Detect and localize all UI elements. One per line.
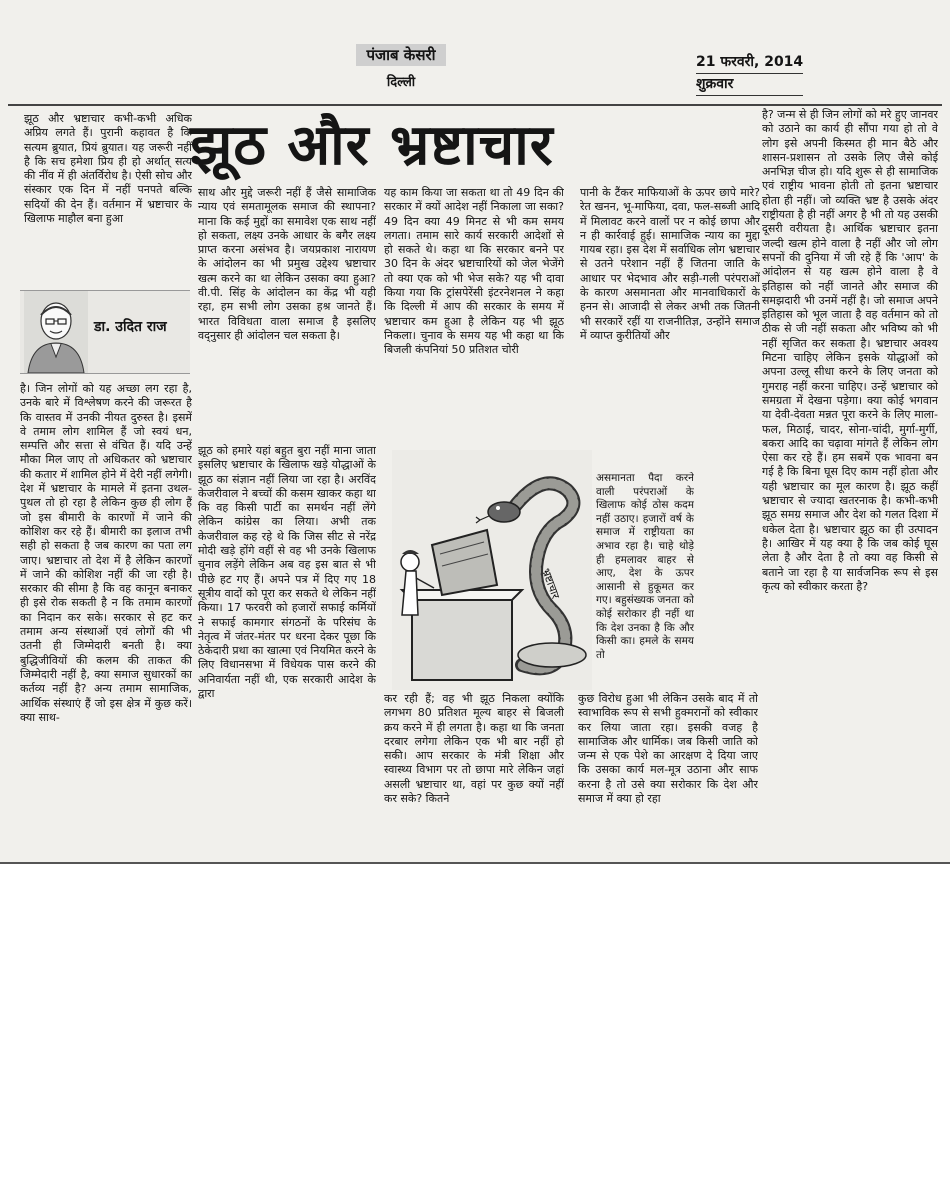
cartoon-illustration (392, 450, 592, 690)
header-rule (8, 104, 942, 106)
author-byline (20, 290, 190, 374)
article-headline: झूठ और भ्रष्टाचार (190, 113, 554, 178)
column-4-middle: असमानता पैदा करने वाली परंपराओं के खिलाफ कोई ठोस कदम नहीं उठाए। हजारों वर्ष के समाज में राष्ट्रीयता का अभाव रहा है। चाहे थोड़े ही हमलावर बाहर से आए, देश के ऊपर आसानी से हुकूमत कर गए। बहुसंख्यक जनता को कोई सरोकार ही नहीं था कि देश उनका है कि और किसी का। हमले के समय तो (596, 472, 694, 661)
column-2-bottom: झूठ को हमारे यहां बहुत बुरा नहीं माना जाता इसलिए भ्रष्टाचार के खिलाफ खड़े योद्धाओं के झूठ का संज्ञान नहीं लिया जा रहा है। अरविंद केजरीवाल ने बच्चों की कसम खाकर कहा था कि वह किसी पार्टी का समर्थन नहीं लेंगे लेकिन कांग्रेस का लिया। अभी तक केजरीवाल कह रहे थे कि जिस सीट से नरेंद्र मोदी खड़े होंगे वहीं से वह भी उनके खिलाफ चुनाव लड़ेंगे लेकिन अब वह इस बात से भी पीछे हट गए हैं। अपने पत्र में दिए गए 18 सूत्रीय वादों को पूरा कर सकते थे लेकिन नहीं किया। 17 फरवरी को हजारों सफाई कर्मियों ने सफाई कामगार संगठनों के परिसंघ के नेतृत्व में जंतर-मंतर पर धरना देकर पूछा कि ठेकेदारी प्रथा का खात्मा एवं नियमित करने के लिए विधानसभा में विधेयक पास करने की अनिवार्यता नहीं थी, एक सरकारी आदेश के द्वारा (198, 444, 376, 701)
column-4-bottom: कुछ विरोध हुआ भी लेकिन उसके बाद में तो स्वाभाविक रूप से सभी हुक्मरानों को स्वीकार कर लिया जाता रहा। इसकी वजह है सामाजिक और धार्मिक। जब किसी जाति को जन्म से एक पेशे का आरक्षण दे दिया जाए कि उसका कार्य मल-मूत्र उठाना और साफ करना है तो उसे क्या सरोकार कि देश और समाज में क्या हो रहा (578, 692, 758, 806)
column-3-bottom: कर रही हैं; वह भी झूठ निकला क्योंकि लगभग 80 प्रतिशत मूल्य बाहर से बिजली क्रय करने में ही लगता है। कहा था कि जनता दरबार लगेगा लेकिन एक भी बार नहीं हो सकी। आप सरकार के मंत्री शिक्षा और स्वास्थ्य विभाग पर तो छापा मारे लेकिन जहां असली भ्रष्टाचार था, वहां पर कुछ क्यों नहीं कर सके? कितने (384, 692, 564, 806)
author-photo-icon (24, 291, 88, 373)
column-1-bottom: है। जिन लोगों को यह अच्छा लग रहा है, उनके बारे में विश्लेषण करने की जरूरत है कि वास्तव में उनकी नीयत दुरुस्त है। इसमें वे तमाम लोग शामिल हैं जो स्वयं धन, सम्पत्ति और सत्ता से वंचित हैं। यदि उन्हें मौका मिल जाए तो अधिकतर को भ्रष्टाचार की कतार में शामिल होने में देरी नहीं लगेगी। देश में भ्रष्टाचार के मामले में इतना उथल-पुथल तो हो रहा है लेकिन कुछ ही लोग हैं जो इस बीमारी के कारणों में जाने की कोशिश कर रहे हैं। बीमारी का इलाज तभी सही हो सकता है जब कारण का पता लग जाए। भ्रष्टाचार तो देश में है लेकिन कारणों में जाने की कोशिश नहीं की जा रही है। सरकार की सीमा है कि वह कानून बनाकर ही इसे रोक सकती है न कि तमाम कारणों का निदान कर सके। सरकार से हट कर तमाम अन्य संस्थाओं एवं लोगों की भी उतनी ही जिम्मेदारी बनती है। क्या बुद्धिजीवियों की कलम की ताकत की जिम्मेदारी नहीं है, क्या समाज सुधारकों का कर्तव्य नहीं है? अन्य तमाम सामाजिक, आर्थिक संस्थाएं हैं जो इस क्षेत्र में कुछ करें। क्या साथ- (20, 382, 192, 724)
cartoon-snake-label: भ्रष्टाचार (539, 566, 563, 601)
column-2-top: साथ और मुद्दे जरूरी नहीं हैं जैसे सामाजिक न्याय एवं समतामूलक समाज की स्थापना? माना कि कई मुद्दों का समावेश एक साथ नहीं हो सकता, लक्ष्य उनके आधार के बगैर लक्ष्य प्राप्त करना असंभव है। जयप्रकाश नारायण के आंदोलन का भी प्रमुख उद्देश्य भ्रष्टाचार खत्म करने का था लेकिन उसका क्या हुआ? वी.पी. सिंह के आंदोलन का केंद्र भी यही रहा, हम सभी लोग उसका हश्र जानते हैं। भारत विविधता वाला समाज है इसलिए वद्नुसार ही आंदोलन चल सकता है। (198, 186, 376, 342)
author-name: डा. उदित राज (94, 319, 167, 335)
masthead (356, 44, 446, 90)
column-3-top: यह काम किया जा सकता था तो 49 दिन की सरकार में क्यों आदेश नहीं निकाला जा सका? 49 दिन क्या 49 मिनट से भी कम समय लगता। तमाम सारे कार्य सरकारी आदेशों से हो सकते थे। कहा था कि सरकार बनने पर 30 दिन के अंदर भ्रष्टाचारियों को जेल भेजेंगे तो क्या एक को भी भेज सके? यह भी दावा किया गया कि ट्रांसपेरेंसी इंटरनेशनल ने कहा कि दिल्ली में आप की सरकार के समय में भ्रष्टाचार कम हुआ है लेकिन यह भी झूठ निकला। चुनाव के समय यह भी कहा था कि बिजली कंपनियां 50 प्रतिशत चोरी (384, 186, 564, 357)
dateline (696, 52, 803, 96)
publication-date: 21 फरवरी, 2014 (696, 52, 803, 74)
column-1-top: झूठ और भ्रष्टाचार कभी-कभी अधिक अप्रिय लगते हैं। पुरानी कहावत है कि सत्यम ब्रुयात, प्रियं ब्रुयात। यह जरूरी नहीं है कि सच हमेशा प्रिय ही हो अर्थात् सत्य की नींव में ही अंतर्विरोध है। ऐसी सोच और संस्कार एक दिन में नहीं पनपते बल्कि सदियों की देन हैं। वर्तमान में भ्रष्टाचार के खिलाफ माहौल बना हुआ (24, 112, 192, 226)
edition-city: दिल्ली (386, 75, 416, 90)
column-5: है? जन्म से ही जिन लोगों को मरे हुए जानवर को उठाने का कार्य ही सौंपा गया हो तो वे लोग इसे अपनी किस्मत ही मान बैठे और शासन-प्रशासन तो उसके लिए जैसे कोई अनभिज्ञ चीज हो। यदि शुरू से ही सामाजिक एवं राष्ट्रीय भावना होती तो इतना भ्रष्टाचार होता ही नहीं। जो व्यक्ति भ्रष्ट है उसके अंदर राष्ट्रीयता है ही नहीं अगर है भी तो यह उसकी दूसरी वरीयता है। आर्थिक भ्रष्टाचार इतना जल्दी खत्म होने वाला है नहीं और जो लोग सपनों की दुनिया में जी रहे हैं कि 'आप' के आंदोलन से यह खत्म होने वाला है वे इतिहास को नहीं जानते और समाज की समझदारी भी उनमें नहीं है। जो समाज अपने इतिहास को भूल जाता है वह वर्तमान को तो ठीक से जी नहीं सकता और भविष्य को भी नहीं सृजित कर सकता है। भ्रष्टाचार अवश्य मिटना चाहिए लेकिन इसके योद्धाओं को अपना उल्लू सीधा करने के लिए जनता को गुमराह नहीं करना चाहिए। उन्हें भ्रष्टाचार को समग्रता में देखना पड़ेगा। क्या कोई भगवान या देवी-देवता मन्नत पूरा करने के लिए माला-फल, मिठाई, चादर, सोना-चांदी, मुर्गा-मुर्गी, बकरा आदि का चढ़ावा मांगते हैं लेकिन लोग ऐसा कर रहे हैं। हम सबमें एक भावना बन गई है कि बिना घूस दिए काम नहीं होता और यही भ्रष्टाचार का मूल कारण है। झूठ कहीं भ्रष्टाचार से ज्यादा खतरनाक है। कभी-कभी झूठ समग्र समाज और देश को गलत दिशा में धकेल देता है। भ्रष्टाचार झूठ का ही उत्पादन है। आखिर में यह क्या है कि जब कोई घूस लेता है और देता है तो क्या वह किसी से बताने जा रहा है या सार्वजनिक रूप से इस कृत्य को स्वीकार करता है? (762, 108, 938, 593)
publication-day: शुक्रवार (696, 74, 803, 96)
column-4-top: पानी के टैंकर माफियाओं के ऊपर छापे मारे? रेत खनन, भू-माफिया, दवा, फल-सब्जी आदि में मिलावट करने वालों पर न कोई छापा और न ही कार्रवाई हुई। सामाजिक न्याय का मुद्दा गायब रहा। इस देश में सर्वाधिक लोग भ्रष्टाचार से उतने परेशान नहीं हैं जितना जाति के आधार पर भेदभाव और सड़ी-गली परंपराओं के कारण असमानता और मानवाधिकारों के हनन से। आजादी से लेकर अभी तक जितनी भी सरकारें रहीं या राजनीतिज्ञ, उन्होंने समाज में व्याप्त कुरीतियों और (580, 186, 760, 342)
newspaper-name: पंजाब केसरी (356, 44, 446, 66)
